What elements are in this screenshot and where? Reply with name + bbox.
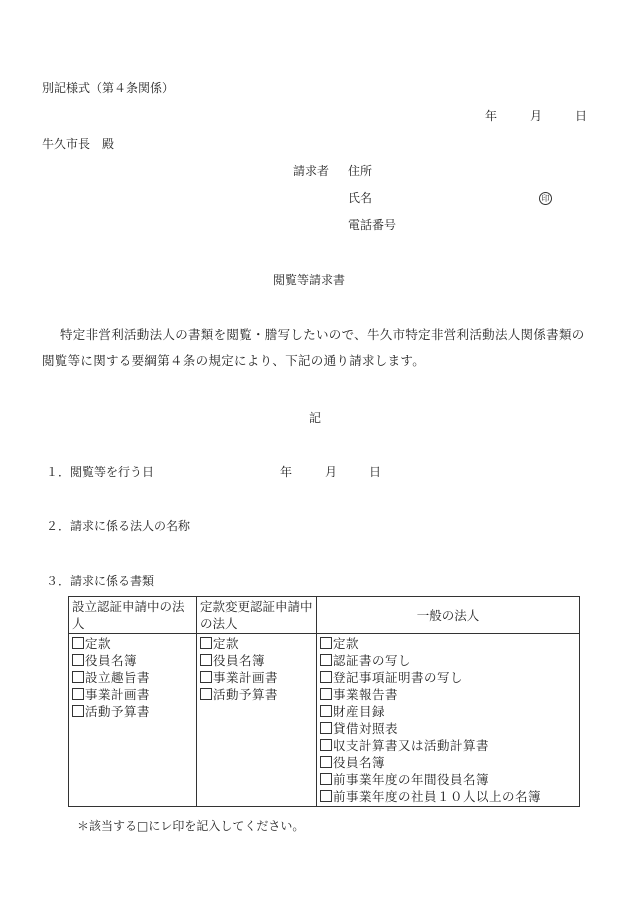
body-text: 特定非営利活動法人の書類を閲覧・謄写したいので、牛久市特定非営利活動法人関係書類の閲覧等に関する要綱第４条の規定により、下記の通り請求します。 <box>42 327 585 368</box>
date-day: 日 <box>575 109 588 123</box>
checklist-item[interactable]: 事業計画書 <box>72 686 193 703</box>
name-label: 氏名 <box>348 191 373 205</box>
checkbox-icon[interactable] <box>320 671 332 683</box>
col-1-cell <box>69 634 197 807</box>
checklist-item[interactable]: 前事業年度の社員１０人以上の名簿 <box>320 788 576 805</box>
item-1-year: 年 <box>280 465 293 479</box>
item-1-month: 月 <box>325 465 338 479</box>
checklist-item[interactable]: 活動予算書 <box>72 703 193 720</box>
header-col-3: 一般の法人 <box>317 597 580 634</box>
date-month: 月 <box>530 109 543 123</box>
checkbox-icon[interactable] <box>320 688 332 700</box>
checkbox-icon[interactable] <box>200 637 212 649</box>
checklist-item[interactable]: 登記事項証明書の写し <box>320 669 576 686</box>
checkbox-icon[interactable] <box>320 773 332 785</box>
checklist-item[interactable]: 定款 <box>72 635 193 652</box>
checklist-item[interactable]: 役員名簿 <box>320 754 576 771</box>
checklist-item[interactable]: 活動予算書 <box>200 686 313 703</box>
document-title: 閲覧等請求書 <box>273 273 346 287</box>
phone-label: 電話番号 <box>348 218 397 232</box>
date-year: 年 <box>485 109 498 123</box>
footnote: ＊該当する□にレ印を記入してください。 <box>77 819 305 833</box>
checkbox-icon[interactable] <box>72 671 84 683</box>
item-1-day: 日 <box>369 465 382 479</box>
requester-label: 請求者 <box>293 164 330 178</box>
item-1-label: １．閲覧等を行う日 <box>46 465 155 479</box>
checkbox-icon[interactable] <box>200 654 212 666</box>
checklist-item[interactable]: 定款 <box>320 635 576 652</box>
checkbox-icon[interactable] <box>320 654 332 666</box>
checklist-item[interactable]: 定款 <box>200 635 313 652</box>
form-label: 別記様式（第４条関係） <box>42 81 175 95</box>
checkbox-icon[interactable] <box>72 688 84 700</box>
address-label: 住所 <box>348 164 373 178</box>
checkbox-icon[interactable] <box>320 739 332 751</box>
checkbox-icon[interactable] <box>320 637 332 649</box>
checkbox-icon[interactable] <box>72 654 84 666</box>
checklist-item[interactable]: 役員名簿 <box>72 652 193 669</box>
checklist-item[interactable]: 事業計画書 <box>200 669 313 686</box>
checklist-item[interactable]: 収支計算書又は活動計算書 <box>320 737 576 754</box>
checklist-item[interactable]: 事業報告書 <box>320 686 576 703</box>
item-2-label: ２．請求に係る法人の名称 <box>46 519 191 533</box>
checkbox-icon[interactable] <box>320 722 332 734</box>
body-paragraph <box>42 322 590 374</box>
header-col-2: 定款変更認証申請中の法人 <box>197 597 317 634</box>
checkbox-icon[interactable] <box>320 790 332 802</box>
header-col-1: 設立認証申請中の法人 <box>69 597 197 634</box>
checkbox-icon[interactable] <box>320 756 332 768</box>
ki-mark: 記 <box>309 411 322 425</box>
checkbox-icon[interactable] <box>320 705 332 717</box>
checklist-item[interactable]: 前事業年度の年間役員名簿 <box>320 771 576 788</box>
documents-table <box>68 596 580 807</box>
checklist-item[interactable]: 貸借対照表 <box>320 720 576 737</box>
checklist-item[interactable]: 認証書の写し <box>320 652 576 669</box>
checkbox-icon[interactable] <box>72 637 84 649</box>
checkbox-icon[interactable] <box>72 705 84 717</box>
addressee: 牛久市長 殿 <box>42 137 115 151</box>
col-3-cell <box>317 634 580 807</box>
seal-mark: 印 <box>539 192 552 205</box>
checkbox-icon[interactable] <box>200 688 212 700</box>
checklist-item[interactable]: 設立趣旨書 <box>72 669 193 686</box>
checklist-item[interactable]: 役員名簿 <box>200 652 313 669</box>
item-3-label: ３．請求に係る書類 <box>46 574 155 588</box>
checkbox-icon[interactable] <box>200 671 212 683</box>
checklist-item[interactable]: 財産目録 <box>320 703 576 720</box>
col-2-cell <box>197 634 317 807</box>
